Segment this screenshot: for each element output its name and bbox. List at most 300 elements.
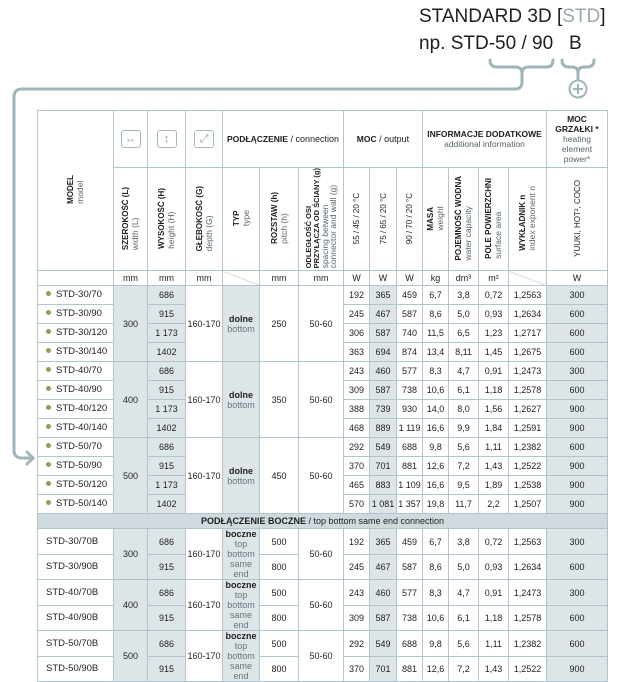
model-cell: STD-50/90B (38, 656, 114, 682)
pitch-cell: 250 (260, 286, 299, 362)
depth-cell: 160-170 (186, 529, 223, 580)
type-pl: boczne (225, 580, 257, 591)
arrows-horizontal-icon: ↔ (121, 130, 141, 148)
output-75-cell: 549 (370, 438, 397, 457)
exponent-cell: 1,2578 (509, 605, 547, 631)
bullet-icon (46, 405, 51, 410)
col-header-type: TYP type (223, 168, 260, 271)
model-cell (38, 362, 114, 381)
model-cell (38, 324, 114, 343)
mass-cell: 19,8 (423, 495, 449, 514)
model-cell (38, 400, 114, 419)
unit-width: mm (114, 271, 148, 286)
model-name: STD-30/70 (56, 289, 102, 301)
model-cell: STD-30/70B (38, 529, 114, 555)
type-en: end (233, 671, 249, 682)
unit-spacing: mm (299, 271, 344, 286)
heater-cell: 600 (547, 305, 608, 324)
bullet-icon (46, 348, 51, 353)
unit-pitch: mm (260, 271, 299, 286)
model-cell: STD-50/70B (38, 631, 114, 657)
pitch-cell: 500 (260, 580, 299, 606)
output-90-cell: 738 (397, 605, 423, 631)
exponent-cell: 1,2717 (509, 324, 547, 343)
heater-cell: 300 (547, 362, 608, 381)
col-header-mass: MASA weight (423, 168, 449, 271)
surface-cell: 0,93 (479, 554, 509, 580)
pitch-cell: 800 (260, 656, 299, 682)
col-header-width: SZEROKOŚĆ (L) width (L) (114, 168, 148, 271)
model-cell (38, 495, 114, 514)
unit-heater: W (547, 271, 608, 286)
model-name: STD-50/90 (56, 460, 102, 472)
height-cell: 1 173 (148, 324, 186, 343)
unit-out1: W (344, 271, 370, 286)
width-cell: 400 (114, 362, 148, 438)
exponent-cell: 1,2634 (509, 305, 547, 324)
output-75-cell: 460 (370, 362, 397, 381)
table-row (38, 286, 608, 305)
surface-cell: 1,11 (479, 631, 509, 657)
output-90-cell: 1 357 (397, 495, 423, 514)
col-header-depth: GŁĘBOKOŚĆ (G) depth (G) (186, 168, 223, 271)
col-group-output: MOC / output (344, 111, 423, 168)
type-cell (223, 438, 260, 514)
output-90-cell: 688 (397, 438, 423, 457)
output-90-cell: 587 (397, 305, 423, 324)
surface-cell: 1,56 (479, 400, 509, 419)
bullet-icon (46, 424, 51, 429)
height-cell: 915 (148, 605, 186, 631)
water-cell: 8,0 (449, 400, 479, 419)
spacing-cell: 50-60 (299, 362, 344, 438)
pitch-cell: 350 (260, 362, 299, 438)
unit-depth: mm (186, 271, 223, 286)
type-en: end (233, 569, 249, 580)
exponent-cell: 1,2563 (509, 529, 547, 555)
bullet-icon (46, 310, 51, 315)
surface-cell: 2,2 (479, 495, 509, 514)
bullet-icon (46, 367, 51, 372)
type-en: bottom (227, 651, 255, 662)
col-header-output-75: 75 / 65 / 20 °C (370, 168, 397, 271)
type-en: top (234, 641, 248, 652)
depth-cell: 160-170 (186, 286, 223, 362)
output-75-cell: 587 (370, 605, 397, 631)
exponent-cell: 1,2507 (509, 495, 547, 514)
model-cell: STD-40/90B (38, 605, 114, 631)
heater-cell: 600 (547, 605, 608, 631)
model-cell (38, 476, 114, 495)
type-en: bottom (227, 323, 255, 334)
col-header-output-55: 55 / 45 / 20 °C (344, 168, 370, 271)
height-cell: 686 (148, 529, 186, 555)
height-cell: 1402 (148, 343, 186, 362)
type-en: bottom (227, 549, 255, 560)
width-cell: 300 (114, 286, 148, 362)
height-cell: 686 (148, 580, 186, 606)
width-cell: 400 (114, 580, 148, 631)
arrows-diagonal-icon: ⤢ (194, 130, 214, 148)
side-section-title: PODŁĄCZENIE BOCZNE / top bottom same end connection (38, 514, 608, 529)
bullet-icon (46, 329, 51, 334)
surface-cell: 0,91 (479, 362, 509, 381)
water-cell: 3,8 (449, 286, 479, 305)
output-55-cell: 243 (344, 580, 370, 606)
surface-cell: 0,72 (479, 529, 509, 555)
col-header-surface: POLE POWIERZCHNI surface area (479, 168, 509, 271)
spacing-cell: 50-60 (299, 631, 344, 682)
water-cell: 7,2 (449, 656, 479, 682)
output-55-cell: 306 (344, 324, 370, 343)
output-90-cell: 930 (397, 400, 423, 419)
spacing-cell: 50-60 (299, 529, 344, 580)
water-cell: 5,6 (449, 438, 479, 457)
water-cell: 6,1 (449, 381, 479, 400)
height-cell: 686 (148, 438, 186, 457)
pitch-cell: 500 (260, 529, 299, 555)
table-row (38, 438, 608, 457)
surface-cell: 1,18 (479, 605, 509, 631)
heater-cell: 600 (547, 631, 608, 657)
type-en: bottom (227, 475, 255, 486)
output-75-cell: 549 (370, 631, 397, 657)
col-group-connection: PODŁĄCZENIE / connection (223, 111, 344, 168)
exponent-cell: 1,2522 (509, 656, 547, 682)
exponent-cell: 1,2563 (509, 286, 547, 305)
output-55-cell: 192 (344, 529, 370, 555)
surface-cell: 1,11 (479, 438, 509, 457)
mass-cell: 6,7 (423, 529, 449, 555)
pitch-cell: 800 (260, 554, 299, 580)
model-name: STD-30/90 (56, 308, 102, 320)
water-cell: 5,0 (449, 554, 479, 580)
type-cell (223, 631, 260, 682)
water-cell: 7,2 (449, 457, 479, 476)
exponent-cell: 1,2382 (509, 631, 547, 657)
surface-cell: 1,45 (479, 343, 509, 362)
output-55-cell: 465 (344, 476, 370, 495)
width-cell: 500 (114, 631, 148, 682)
output-90-cell: 740 (397, 324, 423, 343)
bullet-icon (46, 291, 51, 296)
bullet-icon (46, 386, 51, 391)
mass-cell: 12,6 (423, 457, 449, 476)
width-icon-cell (114, 111, 148, 168)
output-90-cell: 1 109 (397, 476, 423, 495)
height-icon-cell (148, 111, 186, 168)
type-pl: dolne (229, 465, 253, 476)
type-cell (223, 286, 260, 362)
model-cell (38, 286, 114, 305)
output-75-cell: 365 (370, 286, 397, 305)
col-header-exponent: WYKŁADNIK n index exponent n (509, 168, 547, 271)
output-75-cell: 365 (370, 529, 397, 555)
heater-cell: 600 (547, 343, 608, 362)
mass-cell: 10,6 (423, 605, 449, 631)
mass-cell: 11,5 (423, 324, 449, 343)
bottom-connection-body (38, 286, 608, 514)
type-en: same (229, 661, 252, 672)
unit-out2: W (370, 271, 397, 286)
output-75-cell: 587 (370, 324, 397, 343)
height-cell: 1402 (148, 419, 186, 438)
suffix-brace (562, 60, 594, 73)
unit-height: mm (148, 271, 186, 286)
type-en: top (234, 539, 248, 550)
unit-out3: W (397, 271, 423, 286)
surface-cell: 1,43 (479, 457, 509, 476)
plus-circle-icon (570, 81, 587, 98)
product-line: STANDARD 3D (419, 6, 552, 27)
height-cell: 1 173 (148, 476, 186, 495)
col-header-height: WYSOKOŚĆ (H) height (H) (148, 168, 186, 271)
type-pl: boczne (225, 631, 257, 642)
mass-cell: 13,4 (423, 343, 449, 362)
type-en: top (234, 590, 248, 601)
output-90-cell: 881 (397, 656, 423, 682)
output-90-cell: 881 (397, 457, 423, 476)
mass-cell: 14,0 (423, 400, 449, 419)
surface-cell: 1,43 (479, 656, 509, 682)
heater-cell: 900 (547, 476, 608, 495)
model-cell: STD-30/90B (38, 554, 114, 580)
height-cell: 915 (148, 554, 186, 580)
col-group-additional: INFORMACJE DODATKOWE additional information (423, 111, 547, 168)
output-55-cell: 370 (344, 457, 370, 476)
heater-cell: 600 (547, 438, 608, 457)
mass-cell: 8,3 (423, 362, 449, 381)
width-cell: 500 (114, 438, 148, 514)
col-group-heater: MOC GRZAŁKI * heating element power* (547, 111, 608, 168)
col-header-output-90: 90 / 70 / 20 °C (397, 168, 423, 271)
model-name: STD-30/120 (56, 327, 108, 339)
mass-cell: 8,6 (423, 305, 449, 324)
unit-water: dm³ (449, 271, 479, 286)
water-cell: 11,7 (449, 495, 479, 514)
height-cell: 1402 (148, 495, 186, 514)
unit-surface: m² (479, 271, 509, 286)
output-90-cell: 1 119 (397, 419, 423, 438)
model-name: STD-40/120 (56, 403, 108, 415)
heater-cell: 600 (547, 554, 608, 580)
depth-cell: 160-170 (186, 362, 223, 438)
surface-cell: 1,18 (479, 381, 509, 400)
output-90-cell: 577 (397, 362, 423, 381)
water-cell: 5,6 (449, 631, 479, 657)
model-name: STD-50/120 (56, 479, 108, 491)
model-cell (38, 305, 114, 324)
output-75-cell: 587 (370, 381, 397, 400)
height-cell: 686 (148, 631, 186, 657)
type-en: end (233, 620, 249, 631)
output-55-cell: 309 (344, 605, 370, 631)
surface-cell: 1,89 (479, 476, 509, 495)
heater-cell: 900 (547, 419, 608, 438)
output-55-cell: 292 (344, 631, 370, 657)
output-55-cell: 370 (344, 656, 370, 682)
output-75-cell: 701 (370, 656, 397, 682)
exponent-cell: 1,2382 (509, 438, 547, 457)
water-cell: 5,0 (449, 305, 479, 324)
model-cell (38, 438, 114, 457)
output-55-cell: 243 (344, 362, 370, 381)
exponent-cell: 1,2473 (509, 580, 547, 606)
height-cell: 915 (148, 656, 186, 682)
surface-cell: 0,72 (479, 286, 509, 305)
unit-mass: kg (423, 271, 449, 286)
output-75-cell: 701 (370, 457, 397, 476)
model-cell (38, 343, 114, 362)
output-90-cell: 688 (397, 631, 423, 657)
units-row (38, 271, 608, 286)
water-cell: 9,9 (449, 419, 479, 438)
example-suffix: B (568, 33, 582, 54)
example-prefix: np. STD- (419, 33, 496, 54)
type-cell (223, 362, 260, 438)
model-cell: STD-40/70B (38, 580, 114, 606)
mass-cell: 9,8 (423, 631, 449, 657)
model-cell (38, 419, 114, 438)
exponent-cell: 1,2675 (509, 343, 547, 362)
example-size: 50 / 90 (495, 33, 554, 54)
mass-cell: 6,7 (423, 286, 449, 305)
heater-cell: 900 (547, 400, 608, 419)
output-90-cell: 459 (397, 286, 423, 305)
surface-cell: 0,93 (479, 305, 509, 324)
height-cell: 686 (148, 362, 186, 381)
side-connection-body (38, 514, 608, 529)
spacing-cell: 50-60 (299, 286, 344, 362)
surface-cell: 1,23 (479, 324, 509, 343)
type-pl: dolne (229, 389, 253, 400)
bullet-icon (46, 481, 51, 486)
unit-model (38, 271, 114, 286)
type-en: bottom (227, 399, 255, 410)
spec-table (37, 110, 608, 682)
output-90-cell: 459 (397, 529, 423, 555)
output-90-cell: 874 (397, 343, 423, 362)
height-cell: 915 (148, 457, 186, 476)
product-code: STD (562, 6, 601, 27)
model-name: STD-40/70 (56, 365, 102, 377)
code-close-bracket: ] (600, 6, 606, 27)
pitch-cell: 450 (260, 438, 299, 514)
output-75-cell: 467 (370, 554, 397, 580)
height-cell: 686 (148, 286, 186, 305)
table-row (38, 580, 608, 606)
water-cell: 8,11 (449, 343, 479, 362)
water-cell: 4,7 (449, 580, 479, 606)
water-cell: 6,1 (449, 605, 479, 631)
table-row (38, 631, 608, 657)
model-cell (38, 457, 114, 476)
heater-cell: 300 (547, 529, 608, 555)
surface-cell: 1,84 (479, 419, 509, 438)
type-en: bottom (227, 600, 255, 611)
pitch-cell: 800 (260, 605, 299, 631)
exponent-cell: 1,2538 (509, 476, 547, 495)
mass-cell: 10,6 (423, 381, 449, 400)
col-header-model: MODEL model (38, 111, 114, 271)
side-section-header (38, 514, 608, 529)
heater-cell: 900 (547, 457, 608, 476)
output-75-cell: 883 (370, 476, 397, 495)
mass-cell: 12,6 (423, 656, 449, 682)
heater-cell: 600 (547, 324, 608, 343)
col-header-pitch: ROZSTAW (h) pitch (h) (260, 168, 299, 271)
table-row (38, 529, 608, 555)
table-row (38, 362, 608, 381)
size-brace (490, 60, 553, 73)
bullet-icon (46, 462, 51, 467)
water-cell: 3,8 (449, 529, 479, 555)
output-75-cell: 460 (370, 580, 397, 606)
spacing-cell: 50-60 (299, 580, 344, 631)
type-en: same (229, 610, 252, 621)
exponent-cell: 1,2634 (509, 554, 547, 580)
mass-cell: 16,6 (423, 419, 449, 438)
col-header-spacing: ODLEGŁOŚĆ OSI PRZYŁĄCZA OD ŚCIANY (g) spacing between connector and wall (g) (299, 168, 344, 271)
depth-cell: 160-170 (186, 438, 223, 514)
exponent-cell: 1,2627 (509, 400, 547, 419)
mass-cell: 16,6 (423, 476, 449, 495)
water-cell: 6,5 (449, 324, 479, 343)
height-cell: 1 173 (148, 400, 186, 419)
exponent-cell: 1,2591 (509, 419, 547, 438)
mass-cell: 8,3 (423, 580, 449, 606)
bullet-icon (46, 443, 51, 448)
model-name: STD-30/140 (56, 346, 108, 358)
exponent-cell: 1,2522 (509, 457, 547, 476)
height-cell: 915 (148, 305, 186, 324)
depth-cell: 160-170 (186, 631, 223, 682)
output-75-cell: 739 (370, 400, 397, 419)
type-en: same (229, 559, 252, 570)
output-55-cell: 309 (344, 381, 370, 400)
type-pl: boczne (225, 529, 257, 540)
col-header-water: POJEMNOŚĆ WODNA water capacity (449, 168, 479, 271)
type-pl: dolne (229, 313, 253, 324)
depth-cell: 160-170 (186, 580, 223, 631)
mass-cell: 9,8 (423, 438, 449, 457)
model-cell (38, 381, 114, 400)
type-cell (223, 580, 260, 631)
output-90-cell: 738 (397, 381, 423, 400)
width-cell: 300 (114, 529, 148, 580)
output-90-cell: 587 (397, 554, 423, 580)
bullet-icon (46, 500, 51, 505)
depth-icon-cell (186, 111, 223, 168)
heater-cell: 900 (547, 495, 608, 514)
surface-cell: 0,91 (479, 580, 509, 606)
code-open-bracket: [ (556, 6, 563, 27)
heater-cell: 300 (547, 286, 608, 305)
output-55-cell: 192 (344, 286, 370, 305)
exponent-cell: 1,2473 (509, 362, 547, 381)
output-75-cell: 889 (370, 419, 397, 438)
model-name: STD-50/70 (56, 441, 102, 453)
output-55-cell: 245 (344, 554, 370, 580)
spacing-cell: 50-60 (299, 438, 344, 514)
water-cell: 4,7 (449, 362, 479, 381)
heater-cell: 600 (547, 381, 608, 400)
output-55-cell: 292 (344, 438, 370, 457)
water-cell: 9,5 (449, 476, 479, 495)
side-connection-rows (38, 529, 608, 682)
unit-type (223, 271, 260, 286)
arrows-vertical-icon: ↕ (157, 130, 177, 148)
